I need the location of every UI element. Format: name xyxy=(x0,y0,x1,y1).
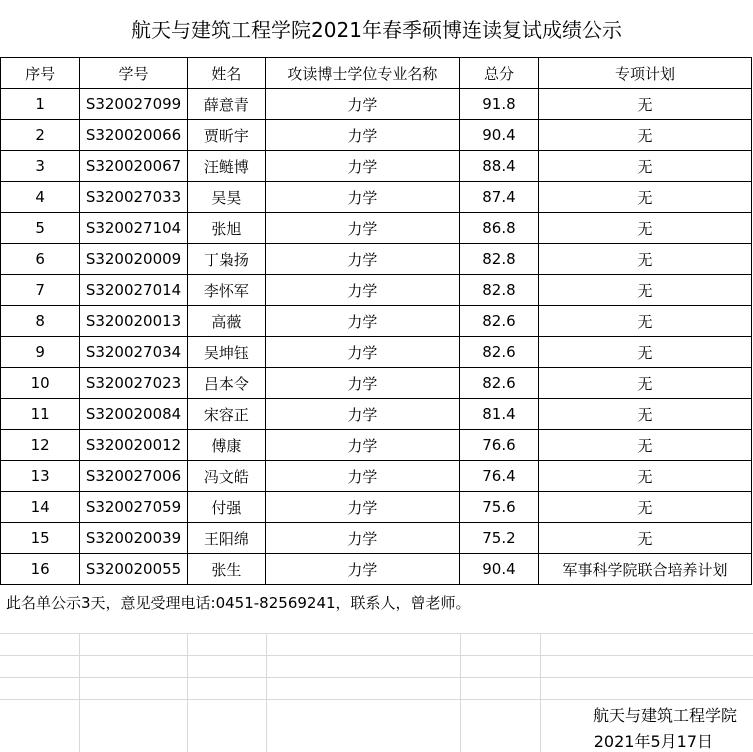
cell-plan[interactable]: 无 xyxy=(539,182,752,213)
table-row xyxy=(1,244,752,275)
cell-student-id[interactable]: S320020055 xyxy=(80,554,187,585)
header-cell-name[interactable]: 姓名 xyxy=(187,58,265,89)
cell-name[interactable]: 吕本令 xyxy=(187,368,265,399)
cell-name[interactable]: 宋容正 xyxy=(187,399,265,430)
cell-student-id[interactable]: S320027033 xyxy=(80,182,187,213)
cell-index[interactable]: 2 xyxy=(1,120,80,151)
cell-student-id[interactable]: S320020012 xyxy=(80,430,187,461)
cell-index[interactable]: 15 xyxy=(1,523,80,554)
cell-index[interactable]: 6 xyxy=(1,244,80,275)
cell-name[interactable]: 汪鲢博 xyxy=(187,151,265,182)
grid-line xyxy=(0,633,753,634)
cell-plan[interactable]: 无 xyxy=(539,306,752,337)
cell-score[interactable]: 82.6 xyxy=(459,337,538,368)
cell-score[interactable]: 81.4 xyxy=(459,399,538,430)
cell-name[interactable]: 吴坤钰 xyxy=(187,337,265,368)
cell-plan[interactable]: 军事科学院联合培养计划 xyxy=(539,554,752,585)
cell-major[interactable]: 力学 xyxy=(266,461,460,492)
table-row xyxy=(1,523,752,554)
cell-student-id[interactable]: S320027059 xyxy=(80,492,187,523)
header-cell-major[interactable]: 攻读博士学位专业名称 xyxy=(266,58,460,89)
cell-index[interactable]: 14 xyxy=(1,492,80,523)
cell-plan[interactable]: 无 xyxy=(539,461,752,492)
cell-major[interactable]: 力学 xyxy=(266,523,460,554)
header-cell-plan[interactable]: 专项计划 xyxy=(539,58,752,89)
table-row xyxy=(1,399,752,430)
table-row xyxy=(1,120,752,151)
cell-score[interactable]: 90.4 xyxy=(459,554,538,585)
header-cell-student-id[interactable]: 学号 xyxy=(80,58,187,89)
grid-line xyxy=(79,633,80,752)
table-row xyxy=(1,89,752,120)
cell-score[interactable]: 75.6 xyxy=(459,492,538,523)
table-row xyxy=(1,275,752,306)
cell-index[interactable]: 5 xyxy=(1,213,80,244)
grid-line xyxy=(187,633,188,752)
cell-index[interactable]: 4 xyxy=(1,182,80,213)
cell-index[interactable]: 12 xyxy=(1,430,80,461)
notice-text[interactable]: 此名单公示3天，意见受理电话:0451-82569241，联系人，曾老师。 xyxy=(6,594,471,612)
cell-name[interactable]: 张生 xyxy=(187,554,265,585)
cell-score[interactable]: 82.6 xyxy=(459,306,538,337)
score-table xyxy=(0,57,752,585)
cell-student-id[interactable]: S320020013 xyxy=(80,306,187,337)
cell-score[interactable]: 88.4 xyxy=(459,151,538,182)
cell-index[interactable]: 3 xyxy=(1,151,80,182)
cell-plan[interactable]: 无 xyxy=(539,275,752,306)
cell-student-id[interactable]: S320027023 xyxy=(80,368,187,399)
cell-name[interactable]: 王阳绵 xyxy=(187,523,265,554)
grid-line xyxy=(0,655,753,656)
cell-major[interactable]: 力学 xyxy=(266,151,460,182)
cell-student-id[interactable]: S320027104 xyxy=(80,213,187,244)
cell-student-id[interactable]: S320027099 xyxy=(80,89,187,120)
cell-index[interactable]: 1 xyxy=(1,89,80,120)
cell-major[interactable]: 力学 xyxy=(266,554,460,585)
cell-score[interactable]: 75.2 xyxy=(459,523,538,554)
table-row xyxy=(1,368,752,399)
cell-major[interactable]: 力学 xyxy=(266,368,460,399)
cell-major[interactable]: 力学 xyxy=(266,244,460,275)
grid-line xyxy=(0,677,753,678)
cell-score[interactable]: 82.8 xyxy=(459,244,538,275)
table-row xyxy=(1,461,752,492)
cell-index[interactable]: 9 xyxy=(1,337,80,368)
cell-plan[interactable]: 无 xyxy=(539,523,752,554)
grid-line xyxy=(460,633,461,752)
table-row xyxy=(1,492,752,523)
grid-line xyxy=(266,633,267,752)
cell-name[interactable]: 傅康 xyxy=(187,430,265,461)
cell-index[interactable]: 7 xyxy=(1,275,80,306)
table-header-row xyxy=(1,58,752,89)
cell-plan[interactable]: 无 xyxy=(539,430,752,461)
cell-score[interactable]: 76.4 xyxy=(459,461,538,492)
cell-name[interactable]: 薛意青 xyxy=(187,89,265,120)
cell-major[interactable]: 力学 xyxy=(266,430,460,461)
table-row xyxy=(1,151,752,182)
cell-score[interactable]: 86.8 xyxy=(459,213,538,244)
cell-student-id[interactable]: S320027014 xyxy=(80,275,187,306)
cell-index[interactable]: 8 xyxy=(1,306,80,337)
cell-plan[interactable]: 无 xyxy=(539,399,752,430)
cell-plan[interactable]: 无 xyxy=(539,244,752,275)
cell-major[interactable]: 力学 xyxy=(266,306,460,337)
cell-index[interactable]: 13 xyxy=(1,461,80,492)
cell-major[interactable]: 力学 xyxy=(266,89,460,120)
cell-plan[interactable]: 无 xyxy=(539,492,752,523)
cell-student-id[interactable]: S320020039 xyxy=(80,523,187,554)
signature-date[interactable]: 2021年5月17日 xyxy=(593,732,713,751)
cell-student-id[interactable]: S320020067 xyxy=(80,151,187,182)
cell-score[interactable]: 82.8 xyxy=(459,275,538,306)
table-row xyxy=(1,182,752,213)
cell-student-id[interactable]: S320020009 xyxy=(80,244,187,275)
cell-major[interactable]: 力学 xyxy=(266,182,460,213)
cell-major[interactable]: 力学 xyxy=(266,213,460,244)
cell-score[interactable]: 82.6 xyxy=(459,368,538,399)
cell-index[interactable]: 10 xyxy=(1,368,80,399)
cell-plan[interactable]: 无 xyxy=(539,213,752,244)
cell-name[interactable]: 贾昕宇 xyxy=(187,120,265,151)
cell-name[interactable]: 李怀军 xyxy=(187,275,265,306)
table-row xyxy=(1,430,752,461)
cell-score[interactable]: 87.4 xyxy=(459,182,538,213)
cell-student-id[interactable]: S320020066 xyxy=(80,120,187,151)
cell-student-id[interactable]: S320027006 xyxy=(80,461,187,492)
header-cell-index[interactable]: 序号 xyxy=(1,58,80,89)
cell-score[interactable]: 90.4 xyxy=(459,120,538,151)
cell-name[interactable]: 冯文皓 xyxy=(187,461,265,492)
cell-major[interactable]: 力学 xyxy=(266,399,460,430)
cell-major[interactable]: 力学 xyxy=(266,337,460,368)
cell-name[interactable]: 吴昊 xyxy=(187,182,265,213)
cell-student-id[interactable]: S320027034 xyxy=(80,337,187,368)
cell-plan[interactable]: 无 xyxy=(539,120,752,151)
cell-plan[interactable]: 无 xyxy=(539,368,752,399)
cell-score[interactable]: 91.8 xyxy=(459,89,538,120)
table-row xyxy=(1,306,752,337)
cell-plan[interactable]: 无 xyxy=(539,151,752,182)
cell-name[interactable]: 付强 xyxy=(187,492,265,523)
cell-major[interactable]: 力学 xyxy=(266,120,460,151)
cell-name[interactable]: 高薇 xyxy=(187,306,265,337)
signature-org[interactable]: 航天与建筑工程学院 xyxy=(592,706,737,725)
table-row xyxy=(1,337,752,368)
cell-major[interactable]: 力学 xyxy=(266,275,460,306)
cell-name[interactable]: 张旭 xyxy=(187,213,265,244)
cell-index[interactable]: 11 xyxy=(1,399,80,430)
header-cell-score[interactable]: 总分 xyxy=(459,58,538,89)
cell-index[interactable]: 16 xyxy=(1,554,80,585)
table-row xyxy=(1,554,752,585)
page-title: 航天与建筑工程学院2021年春季硕博连读复试成绩公示 xyxy=(131,18,622,42)
cell-name[interactable]: 丁枭扬 xyxy=(187,244,265,275)
table-row xyxy=(1,213,752,244)
cell-major[interactable]: 力学 xyxy=(266,492,460,523)
grid-line xyxy=(0,699,753,700)
cell-plan[interactable]: 无 xyxy=(539,337,752,368)
grid-line xyxy=(540,633,541,752)
cell-student-id[interactable]: S320020084 xyxy=(80,399,187,430)
cell-plan[interactable]: 无 xyxy=(539,89,752,120)
cell-score[interactable]: 76.6 xyxy=(459,430,538,461)
